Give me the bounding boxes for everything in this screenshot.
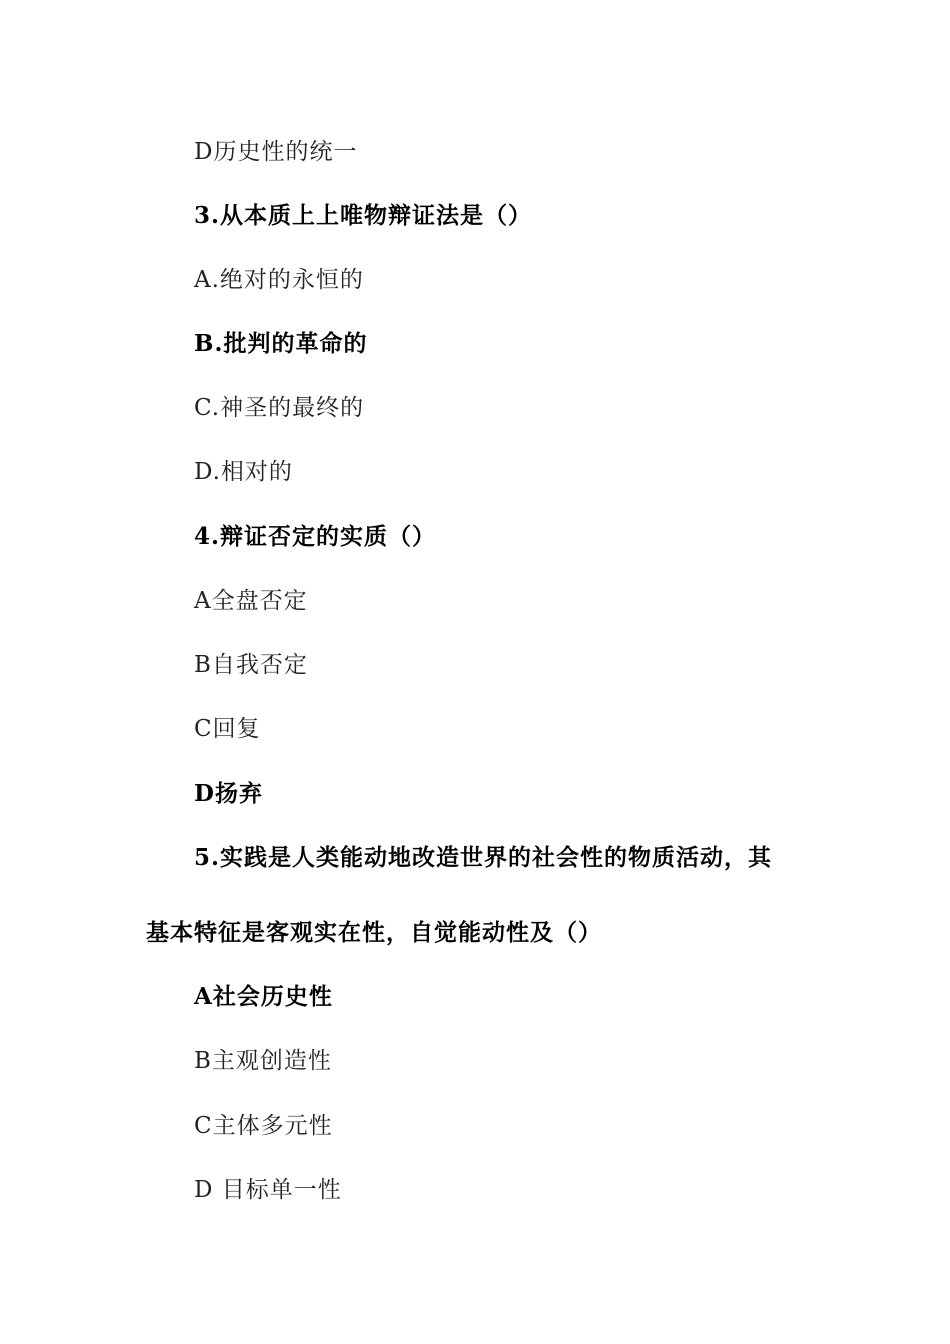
q3-option-b: B.批判的革命的: [194, 330, 368, 357]
q4-question: 4.辩证否定的实质（）: [194, 523, 437, 550]
q5-question-line2: 基本特征是客观实在性，自觉能动性及（）: [146, 919, 602, 946]
q4-option-a: A全盘否定: [194, 588, 308, 614]
q5-option-c: C主体多元性: [194, 1113, 333, 1139]
q3-question: 3.从本质上上唯物辩证法是（）: [194, 202, 533, 229]
q4-option-b: B自我否定: [194, 652, 308, 678]
q5-option-d: D 目标单一性: [194, 1177, 342, 1203]
q5-question-line1: 5.实践是人类能动地改造世界的社会性的物质活动，其: [194, 844, 773, 871]
q3-option-c: C.神圣的最终的: [194, 395, 365, 421]
q3-option-d: D.相对的: [194, 459, 293, 485]
q5-option-a: A社会历史性: [194, 983, 333, 1010]
q2-option-d: D历史性的统一: [194, 139, 358, 165]
q4-option-d: D扬弃: [194, 780, 263, 807]
q4-option-c: C回复: [194, 716, 261, 742]
q3-option-a: A.绝对的永恒的: [194, 267, 364, 293]
q5-option-b: B主观创造性: [194, 1048, 332, 1074]
